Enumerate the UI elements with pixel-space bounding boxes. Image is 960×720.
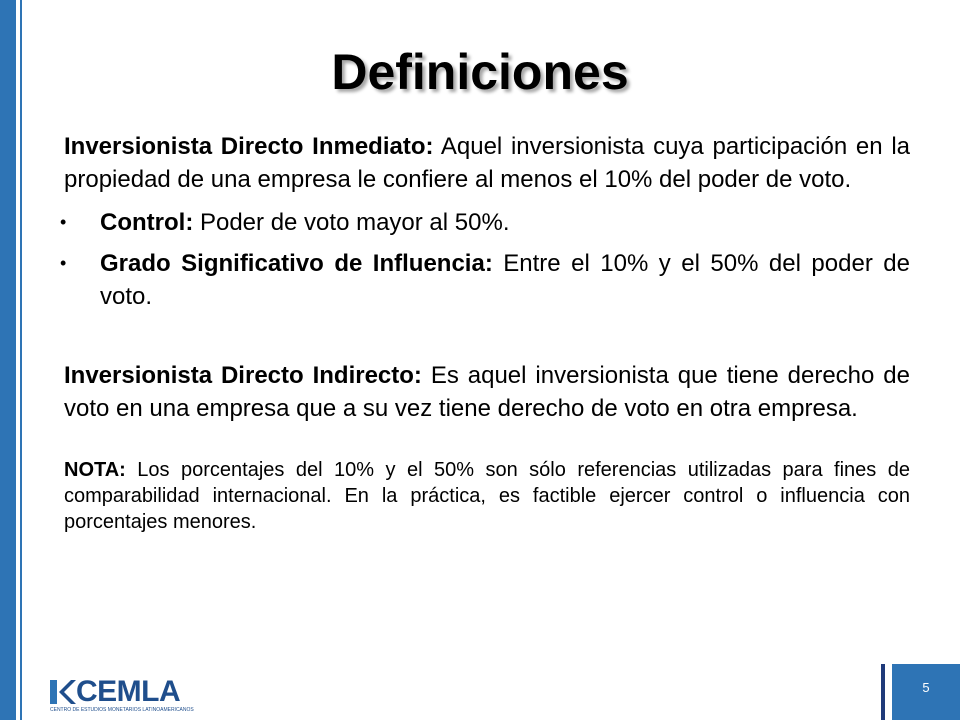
bullet-icon: •: [60, 212, 67, 232]
slide-content: [60, 130, 910, 535]
bullet-text: Poder de voto mayor al 50%.: [193, 209, 510, 236]
page-number-divider: [881, 664, 885, 720]
definition-text: Es aquel inversionista que tiene derecho de voto en una empresa que a su vez tiene derecho de voto en otra empresa.: [64, 362, 910, 422]
cemla-logo: [50, 676, 200, 714]
note-label: NOTA:: [64, 459, 126, 481]
logo-subtitle: CENTRO DE ESTUDIOS MONETARIOS LATINOAMERICANOS: [50, 707, 194, 713]
bullet-item-control: [60, 206, 910, 239]
definition-term: Inversionista Directo Indirecto:: [64, 362, 422, 389]
bullet-item-influence: [60, 247, 910, 313]
left-accent-bar: [0, 0, 16, 720]
left-accent-line: [20, 0, 22, 720]
bullet-text: Entre el 10% y el 50% del poder de voto.: [100, 250, 910, 310]
note-paragraph: [64, 457, 910, 535]
note-text: Los porcentajes del 10% y el 50% son sólo referencias utilizadas para fines de comparabilidad internacional. En la práctica, es factible ejercer control o influencia con porcentajes menores.: [64, 459, 910, 533]
definition-text: Aquel inversionista cuya participación en la propiedad de una empresa le confiere al menos el 10% del poder de voto.: [64, 133, 910, 193]
logo-wordmark: CEMLA: [76, 675, 181, 708]
definition-term: Inversionista Directo Inmediato:: [64, 133, 434, 160]
cemla-logo-icon: [50, 680, 76, 704]
bullet-term: Control:: [100, 209, 194, 236]
bullet-term: Grado Significativo de Influencia:: [100, 250, 493, 277]
bullet-list: [60, 206, 910, 313]
definition-direct-indirect: [64, 359, 910, 425]
slide-title: Definiciones: [331, 44, 629, 100]
bullet-icon: •: [60, 253, 67, 273]
definition-direct-immediate: [64, 130, 910, 196]
page-number: 5: [922, 680, 930, 695]
